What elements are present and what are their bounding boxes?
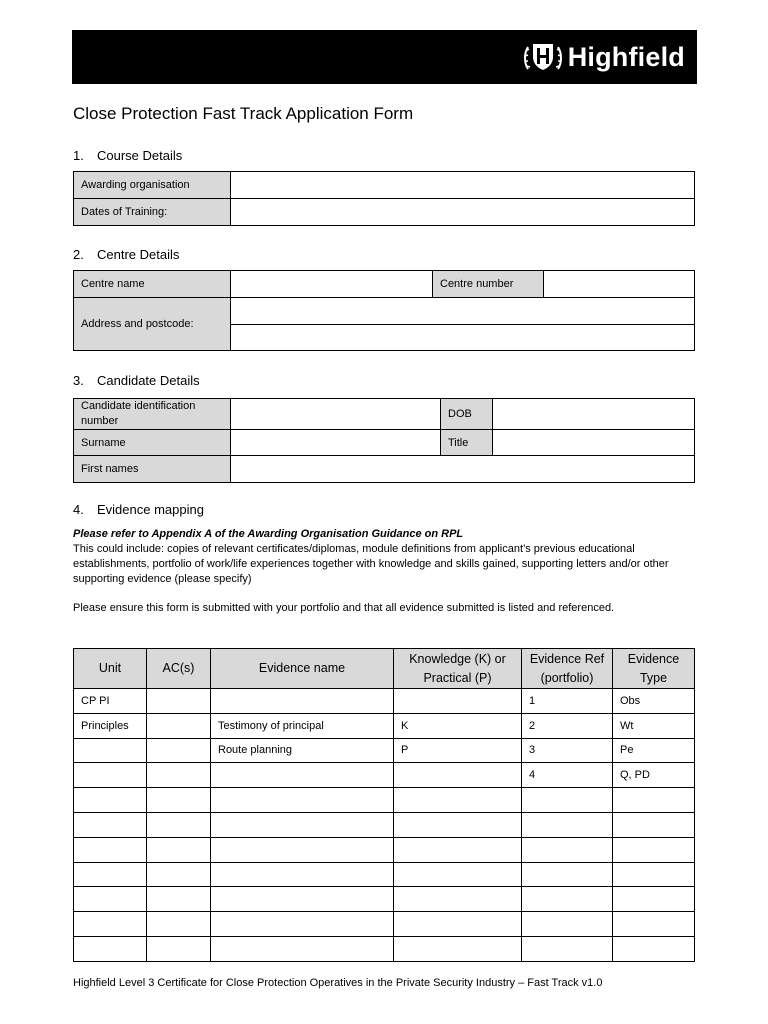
- evidence-cell[interactable]: [394, 887, 522, 912]
- surname-label: Surname: [74, 430, 231, 456]
- evidence-cell[interactable]: [211, 788, 394, 813]
- course-details-table: [73, 171, 695, 226]
- evidence-cell[interactable]: Route planning: [211, 738, 394, 763]
- evidence-cell[interactable]: [394, 862, 522, 887]
- table-row: [74, 738, 695, 763]
- evidence-cell[interactable]: P: [394, 738, 522, 763]
- evidence-cell[interactable]: [74, 763, 147, 788]
- evidence-cell[interactable]: 1: [522, 689, 613, 714]
- highfield-logo: [522, 39, 685, 75]
- evidence-cell[interactable]: [394, 689, 522, 714]
- evidence-cell[interactable]: [211, 763, 394, 788]
- evidence-cell[interactable]: [147, 837, 211, 862]
- evidence-cell[interactable]: [147, 689, 211, 714]
- header-bar: [72, 30, 697, 84]
- section-heading-evidence: 4. Evidence mapping: [73, 502, 204, 517]
- evidence-cell[interactable]: [147, 936, 211, 961]
- evidence-table-header: [74, 649, 695, 689]
- dates-field[interactable]: [231, 199, 695, 226]
- evidence-cell[interactable]: K: [394, 713, 522, 738]
- evidence-cell[interactable]: [394, 837, 522, 862]
- evidence-note: [73, 527, 698, 587]
- evidence-cell[interactable]: [147, 713, 211, 738]
- section-heading-centre: 2. Centre Details: [73, 247, 180, 262]
- evidence-cell[interactable]: [613, 862, 695, 887]
- candidate-id-field[interactable]: [231, 399, 441, 430]
- evidence-cell[interactable]: [211, 689, 394, 714]
- evidence-cell[interactable]: [211, 812, 394, 837]
- evidence-cell[interactable]: 2: [522, 713, 613, 738]
- page-footer: Highfield Level 3 Certificate for Close Protection Operatives in the Private Security Industry – Fast Track v1.0: [73, 977, 603, 989]
- evidence-cell[interactable]: [147, 862, 211, 887]
- evidence-cell[interactable]: [394, 912, 522, 937]
- evidence-cell[interactable]: [522, 887, 613, 912]
- evidence-cell[interactable]: [147, 887, 211, 912]
- evidence-cell[interactable]: [211, 862, 394, 887]
- evidence-cell[interactable]: Pe: [613, 738, 695, 763]
- evidence-cell[interactable]: [147, 912, 211, 937]
- evidence-cell[interactable]: [613, 812, 695, 837]
- table-row: [74, 763, 695, 788]
- evidence-cell[interactable]: [211, 936, 394, 961]
- evidence-cell[interactable]: [613, 936, 695, 961]
- dob-label: DOB: [441, 399, 493, 430]
- table-row: [74, 862, 695, 887]
- logo-text: Highfield: [567, 41, 685, 72]
- evidence-cell[interactable]: Obs: [613, 689, 695, 714]
- evidence-cell[interactable]: [147, 788, 211, 813]
- evidence-cell[interactable]: [74, 862, 147, 887]
- evidence-cell[interactable]: Testimony of principal: [211, 713, 394, 738]
- evidence-cell[interactable]: [147, 812, 211, 837]
- section-heading-candidate: 3. Candidate Details: [73, 373, 200, 388]
- evidence-cell[interactable]: [211, 887, 394, 912]
- evidence-cell[interactable]: [74, 788, 147, 813]
- evidence-cell[interactable]: [394, 788, 522, 813]
- evidence-cell[interactable]: [613, 788, 695, 813]
- crest-icon: [522, 39, 564, 75]
- evidence-submit-note: Please ensure this form is submitted with your portfolio and that all evidence submitted is listed and referenced.: [73, 602, 615, 614]
- evidence-cell[interactable]: [394, 936, 522, 961]
- evidence-note-body: This could include: copies of relevant certificates/diplomas, module definitions from applicant’s previous educational establishments, portfolio of work/life experiences together with knowledge and skills gained, supporting letters and/or other supporting evidence (please specify): [73, 543, 669, 585]
- table-row: [74, 837, 695, 862]
- centre-details-table: [73, 270, 695, 351]
- evidence-header-cell: Evidence name: [211, 649, 394, 689]
- table-row: [74, 689, 695, 714]
- evidence-cell[interactable]: [394, 812, 522, 837]
- evidence-header-cell: Evidence Ref (portfolio): [522, 649, 613, 689]
- page-title: Close Protection Fast Track Application Form: [73, 104, 414, 123]
- evidence-cell[interactable]: [74, 812, 147, 837]
- evidence-cell[interactable]: Wt: [613, 713, 695, 738]
- evidence-cell[interactable]: CP PI: [74, 689, 147, 714]
- centre-number-label: Centre number: [433, 271, 544, 298]
- dob-field[interactable]: [493, 399, 695, 430]
- evidence-cell[interactable]: [211, 912, 394, 937]
- evidence-cell[interactable]: 4: [522, 763, 613, 788]
- evidence-cell[interactable]: [74, 738, 147, 763]
- evidence-cell[interactable]: [147, 738, 211, 763]
- evidence-header-cell: Knowledge (K) or Practical (P): [394, 649, 522, 689]
- evidence-cell[interactable]: [522, 837, 613, 862]
- first-names-label: First names: [74, 456, 231, 483]
- evidence-header-cell: AC(s): [147, 649, 211, 689]
- evidence-cell[interactable]: 3: [522, 738, 613, 763]
- evidence-cell[interactable]: [613, 887, 695, 912]
- title-label: Title: [441, 430, 493, 456]
- evidence-cell[interactable]: [613, 912, 695, 937]
- first-names-field[interactable]: [231, 456, 695, 483]
- evidence-cell[interactable]: Principles: [74, 713, 147, 738]
- surname-field[interactable]: [231, 430, 441, 456]
- evidence-note-italic: Please refer to Appendix A of the Awarding Organisation Guidance on RPL: [73, 528, 464, 540]
- evidence-header-cell: Unit: [74, 649, 147, 689]
- evidence-cell[interactable]: [147, 763, 211, 788]
- evidence-cell[interactable]: [522, 912, 613, 937]
- table-row: [74, 936, 695, 961]
- evidence-cell[interactable]: [74, 837, 147, 862]
- candidate-id-label: Candidate identification number: [74, 399, 231, 430]
- awarding-org-field[interactable]: [231, 172, 695, 199]
- table-row: [74, 887, 695, 912]
- table-row: [74, 912, 695, 937]
- evidence-cell[interactable]: [211, 837, 394, 862]
- evidence-cell[interactable]: [522, 812, 613, 837]
- evidence-cell[interactable]: Q, PD: [613, 763, 695, 788]
- evidence-cell[interactable]: [522, 936, 613, 961]
- table-row: [74, 812, 695, 837]
- evidence-cell[interactable]: [522, 862, 613, 887]
- address-field-line2[interactable]: [231, 325, 695, 351]
- address-field-line1[interactable]: [231, 298, 695, 325]
- centre-name-field[interactable]: [231, 271, 433, 298]
- centre-name-label: Centre name: [74, 271, 231, 298]
- candidate-details-table: [73, 398, 695, 483]
- evidence-cell[interactable]: [74, 912, 147, 937]
- title-field[interactable]: [493, 430, 695, 456]
- evidence-cell[interactable]: [74, 936, 147, 961]
- address-label: Address and postcode:: [74, 298, 231, 351]
- evidence-cell[interactable]: [74, 887, 147, 912]
- table-row: [74, 788, 695, 813]
- evidence-cell[interactable]: [613, 837, 695, 862]
- centre-number-field[interactable]: [544, 271, 695, 298]
- evidence-header-cell: Evidence Type: [613, 649, 695, 689]
- awarding-org-label: Awarding organisation: [74, 172, 231, 199]
- evidence-cell[interactable]: [522, 788, 613, 813]
- table-row: [74, 713, 695, 738]
- evidence-cell[interactable]: [394, 763, 522, 788]
- dates-label: Dates of Training:: [74, 199, 231, 226]
- section-heading-course: 1. Course Details: [73, 148, 183, 163]
- evidence-mapping-table: [73, 648, 695, 962]
